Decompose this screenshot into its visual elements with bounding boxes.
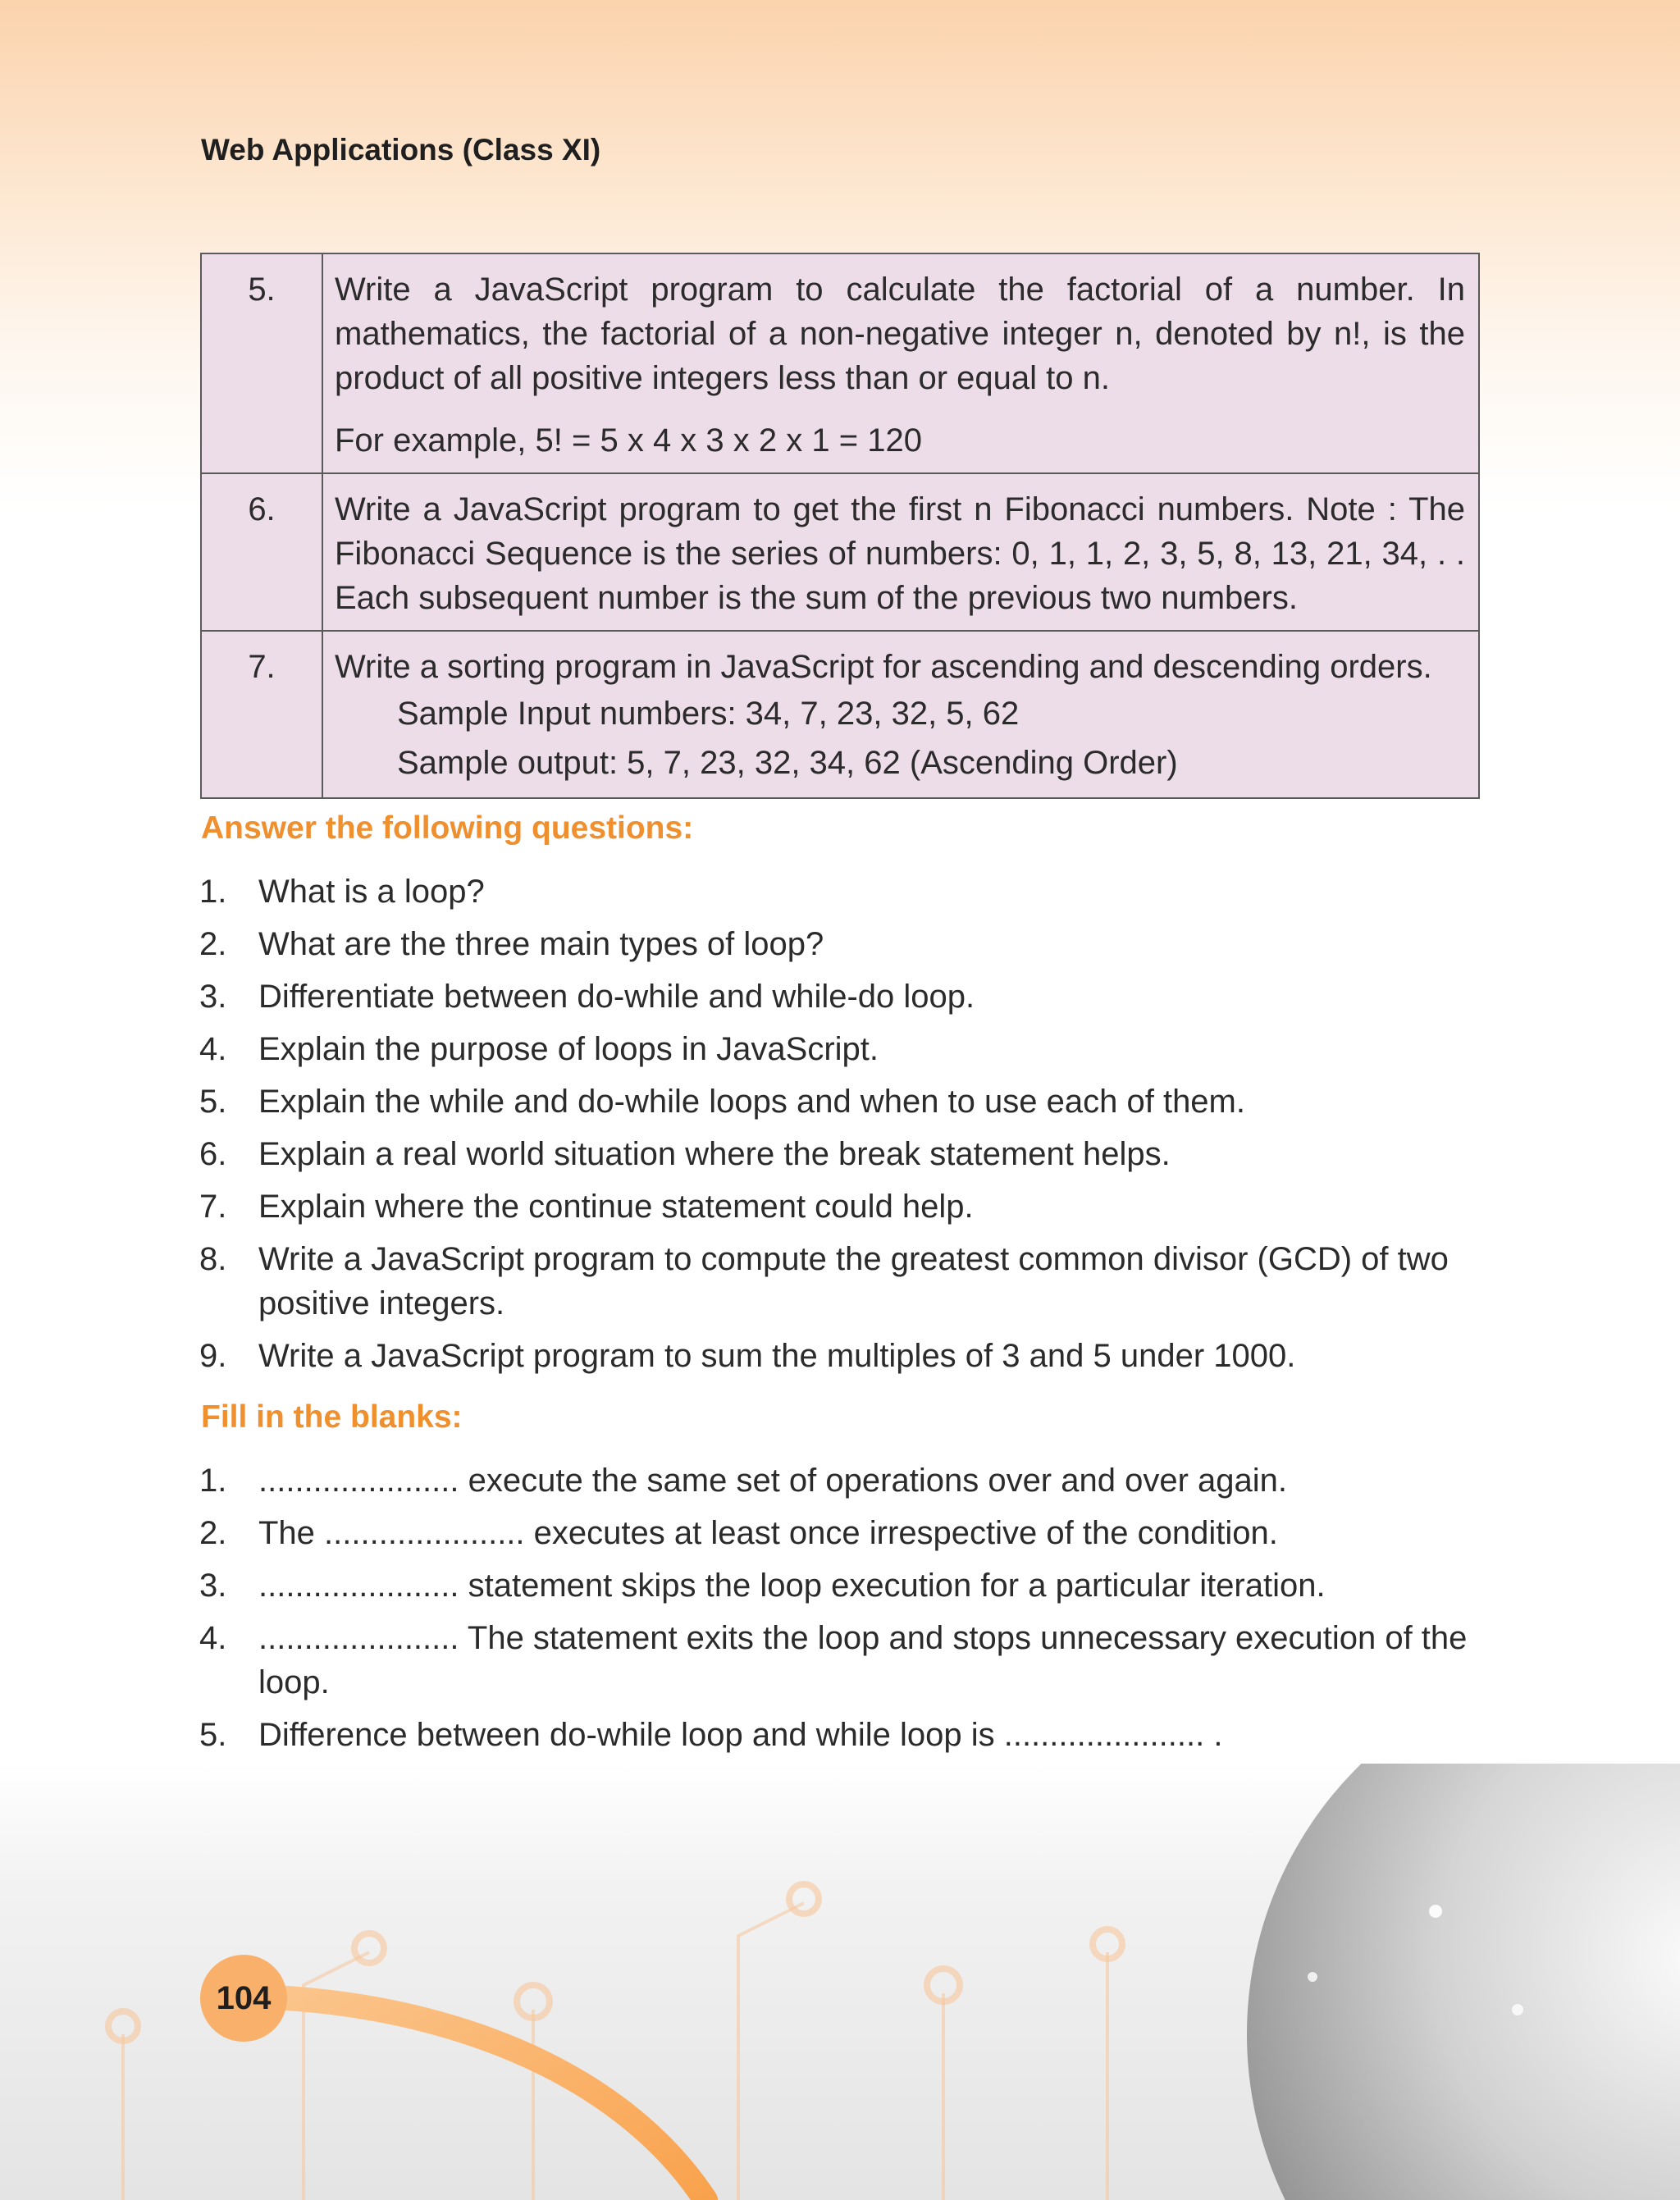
list-item xyxy=(199,1334,1481,1378)
list-item xyxy=(199,870,1481,914)
light-dot xyxy=(1429,1905,1442,1918)
item-number: 8. xyxy=(199,1241,227,1277)
fill-blank-list xyxy=(199,1458,1481,1765)
globe-shape xyxy=(1247,1764,1680,2200)
exercise-table xyxy=(200,253,1480,799)
item-text: The ...................... executes at least once irrespective of the condition. xyxy=(258,1515,1278,1551)
item-text: ...................... statement skips the loop execution for a particular iteration. xyxy=(258,1568,1326,1604)
item-number: 6. xyxy=(199,1136,227,1172)
item-number: 3. xyxy=(199,979,227,1015)
list-item xyxy=(199,1079,1481,1124)
circuit-lines xyxy=(123,1903,1107,2200)
item-number: 7. xyxy=(199,1189,227,1225)
row-text xyxy=(322,473,1479,631)
exercise-text: Write a sorting program in JavaScript for ascending and descending orders. xyxy=(335,649,1432,685)
answer-question-list xyxy=(199,870,1481,1386)
list-item xyxy=(199,974,1481,1019)
list-item xyxy=(199,1027,1481,1071)
item-number: 4. xyxy=(199,1620,227,1656)
orange-arc xyxy=(287,1998,705,2200)
row-number: 5. xyxy=(201,253,322,473)
item-number: 3. xyxy=(199,1568,227,1604)
table-row xyxy=(201,473,1479,631)
light-dot xyxy=(1512,2004,1523,2015)
item-number: 2. xyxy=(199,1515,227,1551)
item-number: 1. xyxy=(199,874,227,910)
list-item xyxy=(199,1616,1481,1705)
item-text: Explain the while and do-while loops and when to use each of them. xyxy=(258,1084,1245,1120)
item-text: Differentiate between do-while and while-do loop. xyxy=(258,979,975,1015)
list-item xyxy=(199,1458,1481,1503)
table-row xyxy=(201,253,1479,473)
item-text: Explain where the continue statement could help. xyxy=(258,1189,974,1225)
item-number: 2. xyxy=(199,926,227,962)
list-item xyxy=(199,1511,1481,1555)
row-number: 7. xyxy=(201,631,322,798)
item-text: ...................... execute the same set of operations over and over again. xyxy=(258,1463,1288,1499)
list-item xyxy=(199,922,1481,966)
item-text: Write a JavaScript program to sum the multiples of 3 and 5 under 1000. xyxy=(258,1338,1296,1374)
light-dot xyxy=(1308,1972,1317,1982)
table-row xyxy=(201,631,1479,798)
item-text: Explain the purpose of loops in JavaScript. xyxy=(258,1031,879,1067)
item-text: What are the three main types of loop? xyxy=(258,926,824,962)
item-text: Difference between do-while loop and while loop is ...................... . xyxy=(258,1717,1223,1753)
row-text xyxy=(322,253,1479,473)
answer-section-heading: Answer the following questions: xyxy=(201,810,694,846)
list-item xyxy=(199,1237,1481,1326)
running-header: Web Applications (Class XI) xyxy=(201,133,601,167)
page-number-badge: 104 xyxy=(200,1955,287,2042)
list-item xyxy=(199,1713,1481,1757)
item-number: 5. xyxy=(199,1084,227,1120)
exercise-example: For example, 5! = 5 x 4 x 3 x 2 x 1 = 120 xyxy=(335,422,922,459)
sample-output: Sample output: 5, 7, 23, 32, 34, 62 (Ascending Order) xyxy=(397,745,1178,781)
fill-section-heading: Fill in the blanks: xyxy=(201,1399,463,1435)
item-number: 4. xyxy=(199,1031,227,1067)
item-text: Explain a real world situation where the break statement helps. xyxy=(258,1136,1171,1172)
item-text: What is a loop? xyxy=(258,874,485,910)
item-text: ...................... The statement exits the loop and stops unnecessary execution of the loop. xyxy=(258,1620,1468,1700)
sample-input: Sample Input numbers: 34, 7, 23, 32, 5, 62 xyxy=(397,696,1020,732)
exercise-text: Write a JavaScript program to get the first n Fibonacci numbers. Note : The Fibonacci Sequence is the series of numbers: 0, 1, 1, 2, 3, 5, 8, 13, 21, 34, . . Each subsequent number is the sum of the previous two numbers. xyxy=(335,491,1465,616)
exercise-text: Write a JavaScript program to calculate the factorial of a number. In mathematics, the factorial of a non-negative integer n, denoted by n!, is the product of all positive integers less than or equal to n. xyxy=(335,272,1465,396)
item-number: 1. xyxy=(199,1463,227,1499)
item-number: 9. xyxy=(199,1338,227,1374)
list-item xyxy=(199,1132,1481,1176)
row-number: 6. xyxy=(201,473,322,631)
row-text xyxy=(322,631,1479,798)
item-text: Write a JavaScript program to compute the greatest common divisor (GCD) of two positive integers. xyxy=(258,1241,1449,1321)
list-item xyxy=(199,1563,1481,1608)
item-number: 5. xyxy=(199,1717,227,1753)
list-item xyxy=(199,1184,1481,1229)
